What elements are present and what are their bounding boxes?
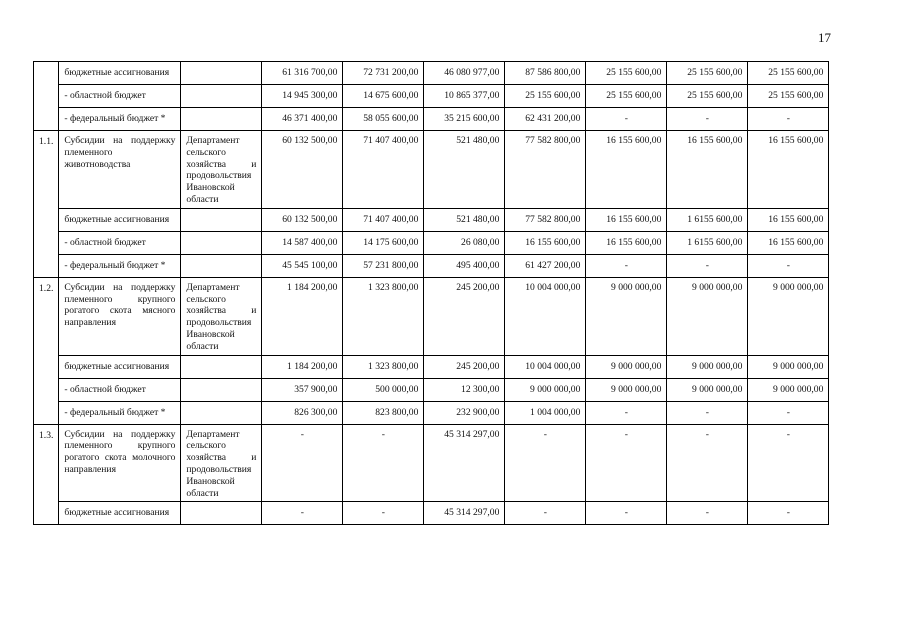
amount-cell: 14 945 300,00 xyxy=(262,85,343,108)
row-number: 1.2. xyxy=(34,277,59,424)
amount-cell: 16 155 600,00 xyxy=(586,131,667,209)
amount-cell: 46 371 400,00 xyxy=(262,108,343,131)
responsible-line: Ивановской xyxy=(186,328,235,340)
row-label: Субсидии на поддержку племенного животноводства xyxy=(59,131,181,209)
row-label: бюджетные ассигнования xyxy=(59,355,181,378)
responsible-executor xyxy=(181,62,262,85)
table-row xyxy=(34,502,829,525)
amount-cell: - xyxy=(586,401,667,424)
amount-cell: 25 155 600,00 xyxy=(667,62,748,85)
amount-cell: 14 675 600,00 xyxy=(343,85,424,108)
amount-cell: 495 400,00 xyxy=(424,254,505,277)
amount-cell: 45 314 297,00 xyxy=(424,424,505,502)
responsible-line: области xyxy=(186,487,219,499)
row-number: 1.1. xyxy=(34,131,59,278)
amount-cell: 45 314 297,00 xyxy=(424,502,505,525)
amount-cell: 71 407 400,00 xyxy=(343,131,424,209)
amount-cell: 10 004 000,00 xyxy=(505,355,586,378)
responsible-executor xyxy=(181,108,262,131)
amount-cell: 9 000 000,00 xyxy=(667,277,748,355)
responsible-line: Ивановской xyxy=(186,182,235,194)
amount-cell: - xyxy=(505,424,586,502)
responsible-executor xyxy=(181,208,262,231)
responsible-line: продовольствия xyxy=(186,170,252,182)
amount-cell: 62 431 200,00 xyxy=(505,108,586,131)
amount-cell: 245 200,00 xyxy=(424,277,505,355)
amount-cell: 16 155 600,00 xyxy=(505,231,586,254)
amount-cell: 9 000 000,00 xyxy=(586,355,667,378)
amount-cell: 58 055 600,00 xyxy=(343,108,424,131)
amount-cell: 10 004 000,00 xyxy=(505,277,586,355)
amount-cell: 9 000 000,00 xyxy=(748,277,829,355)
amount-cell: 16 155 600,00 xyxy=(748,231,829,254)
amount-cell: 16 155 600,00 xyxy=(748,131,829,209)
responsible-line: сельского xyxy=(186,293,226,305)
amount-cell: 46 080 977,00 xyxy=(424,62,505,85)
row-label: - федеральный бюджет * xyxy=(59,108,181,131)
responsible-line: области xyxy=(186,340,219,352)
amount-cell: - xyxy=(748,424,829,502)
amount-cell: 60 132 500,00 xyxy=(262,208,343,231)
amount-cell: 9 000 000,00 xyxy=(667,355,748,378)
row-label: бюджетные ассигнования xyxy=(59,502,181,525)
responsible-line: Департамент xyxy=(186,135,240,146)
table-row xyxy=(34,208,829,231)
amount-cell: 1 323 800,00 xyxy=(343,355,424,378)
amount-cell: - xyxy=(343,502,424,525)
amount-cell: 77 582 800,00 xyxy=(505,208,586,231)
amount-cell: - xyxy=(667,254,748,277)
amount-cell: 232 900,00 xyxy=(424,401,505,424)
budget-table-body xyxy=(34,62,829,525)
amount-cell: 45 545 100,00 xyxy=(262,254,343,277)
responsible-executor xyxy=(181,355,262,378)
amount-cell: 245 200,00 xyxy=(424,355,505,378)
amount-cell: 1 184 200,00 xyxy=(262,277,343,355)
amount-cell: 9 000 000,00 xyxy=(667,378,748,401)
amount-cell: 9 000 000,00 xyxy=(505,378,586,401)
section-row xyxy=(34,424,829,502)
responsible-line: сельского xyxy=(186,146,226,158)
responsible-line: продовольствия xyxy=(186,317,252,329)
row-label: - федеральный бюджет * xyxy=(59,254,181,277)
amount-cell: 71 407 400,00 xyxy=(343,208,424,231)
amount-cell: 16 155 600,00 xyxy=(748,208,829,231)
amount-cell: - xyxy=(262,424,343,502)
responsible-line: хозяйства и xyxy=(186,452,257,464)
amount-cell: 14 175 600,00 xyxy=(343,231,424,254)
table-row xyxy=(34,254,829,277)
amount-cell: 25 155 600,00 xyxy=(748,85,829,108)
responsible-executor xyxy=(181,424,262,502)
amount-cell: 61 316 700,00 xyxy=(262,62,343,85)
amount-cell: 1 004 000,00 xyxy=(505,401,586,424)
row-label: бюджетные ассигнования xyxy=(59,62,181,85)
amount-cell: - xyxy=(748,502,829,525)
table-row xyxy=(34,401,829,424)
amount-cell: 9 000 000,00 xyxy=(748,378,829,401)
responsible-executor xyxy=(181,378,262,401)
responsible-executor xyxy=(181,254,262,277)
responsible-line: хозяйства и xyxy=(186,305,257,317)
budget-table xyxy=(33,61,829,525)
amount-cell: 25 155 600,00 xyxy=(586,85,667,108)
amount-cell: 9 000 000,00 xyxy=(586,378,667,401)
row-label: Субсидии на поддержку племенного крупного рогатого скота мясного направления xyxy=(59,277,181,355)
amount-cell: - xyxy=(667,424,748,502)
amount-cell: 1 323 800,00 xyxy=(343,277,424,355)
amount-cell: 25 155 600,00 xyxy=(667,85,748,108)
responsible-executor xyxy=(181,401,262,424)
amount-cell: - xyxy=(667,108,748,131)
section-row xyxy=(34,277,829,355)
table-row xyxy=(34,231,829,254)
amount-cell: 826 300,00 xyxy=(262,401,343,424)
amount-cell: - xyxy=(262,502,343,525)
amount-cell: 16 155 600,00 xyxy=(586,208,667,231)
responsible-line: области xyxy=(186,193,219,205)
responsible-executor xyxy=(181,131,262,209)
responsible-line: продовольствия xyxy=(186,463,252,475)
amount-cell: - xyxy=(586,502,667,525)
amount-cell: 16 155 600,00 xyxy=(586,231,667,254)
amount-cell: 9 000 000,00 xyxy=(748,355,829,378)
row-number xyxy=(34,62,59,131)
amount-cell: 61 427 200,00 xyxy=(505,254,586,277)
table-row xyxy=(34,85,829,108)
table-row xyxy=(34,378,829,401)
row-label: бюджетные ассигнования xyxy=(59,208,181,231)
row-number: 1.3. xyxy=(34,424,59,525)
amount-cell: - xyxy=(586,254,667,277)
responsible-line: Ивановской xyxy=(186,475,235,487)
amount-cell: - xyxy=(667,401,748,424)
amount-cell: 77 582 800,00 xyxy=(505,131,586,209)
page-number: 17 xyxy=(818,30,831,45)
amount-cell: 10 865 377,00 xyxy=(424,85,505,108)
amount-cell: 60 132 500,00 xyxy=(262,131,343,209)
responsible-line: Департамент xyxy=(186,281,240,293)
section-row xyxy=(34,131,829,209)
responsible-line: сельского xyxy=(186,440,226,452)
amount-cell: - xyxy=(586,424,667,502)
amount-cell: 25 155 600,00 xyxy=(748,62,829,85)
amount-cell: 357 900,00 xyxy=(262,378,343,401)
amount-cell: - xyxy=(586,108,667,131)
amount-cell: 12 300,00 xyxy=(424,378,505,401)
row-label: - областной бюджет xyxy=(59,85,181,108)
amount-cell: - xyxy=(748,108,829,131)
table-row xyxy=(34,355,829,378)
amount-cell: 57 231 800,00 xyxy=(343,254,424,277)
amount-cell: 500 000,00 xyxy=(343,378,424,401)
row-label: - областной бюджет xyxy=(59,231,181,254)
amount-cell: - xyxy=(505,502,586,525)
responsible-executor xyxy=(181,231,262,254)
table-row xyxy=(34,108,829,131)
amount-cell: 1 184 200,00 xyxy=(262,355,343,378)
responsible-executor xyxy=(181,277,262,355)
amount-cell: 9 000 000,00 xyxy=(586,277,667,355)
amount-cell: 521 480,00 xyxy=(424,208,505,231)
amount-cell: 823 800,00 xyxy=(343,401,424,424)
amount-cell: 25 155 600,00 xyxy=(586,62,667,85)
amount-cell: 1 6155 600,00 xyxy=(667,231,748,254)
responsible-executor xyxy=(181,85,262,108)
amount-cell: 35 215 600,00 xyxy=(424,108,505,131)
row-label: Субсидии на поддержку племенного крупного рогатого скота молочного направления xyxy=(59,424,181,502)
table-row xyxy=(34,62,829,85)
amount-cell: 87 586 800,00 xyxy=(505,62,586,85)
row-label: - федеральный бюджет * xyxy=(59,401,181,424)
amount-cell: 72 731 200,00 xyxy=(343,62,424,85)
amount-cell: 25 155 600,00 xyxy=(505,85,586,108)
amount-cell: - xyxy=(667,502,748,525)
amount-cell: 16 155 600,00 xyxy=(667,131,748,209)
amount-cell: 26 080,00 xyxy=(424,231,505,254)
row-label: - областной бюджет xyxy=(59,378,181,401)
responsible-line: Департамент xyxy=(186,428,240,440)
responsible-executor xyxy=(181,502,262,525)
amount-cell: 521 480,00 xyxy=(424,131,505,209)
responsible-line: хозяйства и xyxy=(186,158,257,170)
amount-cell: 14 587 400,00 xyxy=(262,231,343,254)
amount-cell: 1 6155 600,00 xyxy=(667,208,748,231)
amount-cell: - xyxy=(343,424,424,502)
amount-cell: - xyxy=(748,401,829,424)
amount-cell: - xyxy=(748,254,829,277)
